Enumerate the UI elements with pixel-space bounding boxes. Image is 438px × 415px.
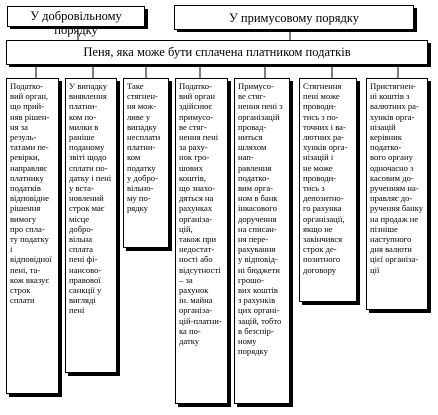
column-line: звіті щодо	[69, 152, 107, 163]
column-box-3	[123, 78, 169, 248]
column-line: строк має	[69, 203, 105, 214]
column-line: на продаж не	[370, 213, 419, 224]
column-line: Пристягнен-	[370, 81, 416, 91]
column-line: ревірки,	[10, 152, 40, 163]
column-line: пені може	[303, 91, 340, 102]
column-line: коштів,	[179, 172, 207, 183]
column-line: ту податку	[10, 234, 49, 245]
column-line: доручення	[238, 213, 277, 224]
column-line: датку і пені	[69, 172, 112, 183]
column-line: організа-	[179, 305, 212, 316]
column-line: ком по-	[69, 111, 97, 122]
column-line: податко-	[370, 142, 402, 153]
column-line: одночасно з	[370, 162, 414, 173]
column-line: шових	[179, 162, 203, 173]
column-line: цій,	[179, 223, 193, 234]
column-line: також при	[179, 234, 217, 245]
column-line: хунків орга-	[370, 111, 415, 122]
column-line: несплати	[127, 132, 161, 143]
column-text-2	[69, 81, 114, 316]
column-line: вий орган,	[10, 91, 49, 102]
column-line: ному	[238, 336, 257, 347]
column-line: правляє до-	[370, 193, 413, 204]
column-line: Примусо-	[238, 81, 274, 91]
column-line: позитного	[303, 254, 341, 265]
column-line: відсутності	[179, 264, 221, 275]
column-text-6	[303, 81, 354, 275]
column-line: точних і ва-	[303, 121, 346, 132]
column-line: наступного	[370, 234, 412, 245]
column-line: милки в	[69, 121, 99, 132]
column-line: нансово-	[69, 264, 102, 275]
column-line: вим орга-	[238, 183, 274, 194]
column-line: рішення	[10, 203, 41, 214]
column-line: примусо-	[179, 111, 214, 122]
column-box-7	[366, 78, 428, 310]
penalty-header-label: Пеня, яка може бути сплачена платником податків	[83, 45, 351, 59]
column-line: податко-	[238, 172, 270, 183]
column-line: нок гро-	[179, 152, 210, 163]
column-line: ве стяг-	[179, 121, 207, 132]
column-line: і відповідної	[10, 244, 52, 265]
column-line: у добро-	[127, 172, 158, 183]
penalty-header-box	[6, 40, 428, 65]
column-line: сплата	[69, 244, 93, 255]
column-line: равлення	[238, 162, 272, 173]
column-line: дня валюти	[370, 244, 412, 255]
column-line: що знахо-	[179, 183, 215, 194]
column-line: депозитно-	[303, 193, 344, 204]
column-line: за раху-	[179, 142, 208, 153]
column-line: правової	[69, 274, 101, 285]
column-line: пені	[69, 305, 85, 316]
voluntary-order-box	[7, 6, 145, 37]
column-line: ції	[370, 264, 380, 275]
column-line: вих коштів	[238, 285, 278, 296]
column-line: строк	[10, 285, 31, 296]
column-line: кож вказує	[10, 274, 50, 285]
column-line: касовим до-	[370, 172, 414, 183]
column-line: податків	[10, 183, 41, 194]
column-text-3	[127, 81, 166, 214]
column-line: датку	[179, 336, 200, 347]
column-line: у відповід-	[238, 254, 278, 265]
column-line: няв рішен-	[10, 111, 50, 122]
column-line: рахування	[238, 244, 276, 255]
column-line: сплати	[10, 295, 35, 306]
column-line: поданому	[69, 142, 105, 153]
column-line: в безспір-	[238, 325, 274, 336]
column-line: ка по-	[179, 325, 201, 336]
column-line: ні коштів з	[370, 91, 410, 102]
column-line: відповідне	[10, 193, 49, 204]
column-line: податку	[127, 162, 156, 173]
column-line: тись з по-	[303, 111, 339, 122]
column-line: випадку	[127, 121, 157, 132]
column-line: договору	[303, 264, 337, 275]
column-line: з рахунків	[238, 295, 276, 306]
column-line: Податко-	[10, 81, 43, 91]
column-line: якщо не	[303, 223, 333, 234]
column-line: рахунках	[179, 203, 213, 214]
column-line: вимогу	[10, 213, 37, 224]
column-line: Таке	[127, 81, 144, 91]
column-line: рахунок	[179, 285, 209, 296]
column-line: організацій	[238, 111, 280, 122]
column-line: ниться шляхом	[238, 132, 267, 153]
column-line: ком	[127, 152, 141, 163]
column-line: нення пені	[179, 132, 219, 143]
column-text-5	[238, 81, 287, 356]
column-line: лютних ра-	[303, 132, 344, 143]
column-line: стягнен-	[127, 91, 158, 102]
column-line: ня пере-	[238, 234, 269, 245]
column-line: нення пені з	[238, 101, 283, 112]
column-line: цієї організа-	[370, 254, 419, 265]
column-line: грошо-	[238, 274, 264, 285]
column-line: ня мож-	[127, 101, 157, 112]
column-line: у вста-	[69, 183, 94, 194]
column-line: вий орган	[179, 91, 215, 102]
column-line: ності або	[179, 254, 213, 265]
column-line: платнику	[10, 172, 44, 183]
column-line: нап-	[238, 152, 254, 163]
column-box-5	[234, 78, 290, 404]
column-line: платни-	[69, 101, 98, 112]
column-line: вого органу	[370, 152, 413, 163]
column-line: ні бюджети	[238, 264, 280, 275]
column-line: ня за резуль-	[10, 121, 37, 143]
column-line: проводи-	[303, 172, 337, 183]
column-line: ін. майна	[179, 295, 213, 306]
column-line: пізніше	[370, 223, 398, 234]
column-line: Податко-	[179, 81, 212, 91]
column-text-1	[10, 81, 56, 305]
column-line: раніше	[69, 132, 95, 143]
column-line: ве стяг-	[238, 91, 266, 102]
column-line: інкасового	[238, 203, 277, 214]
column-line: – за	[179, 274, 193, 285]
column-line: цих органі-	[238, 305, 280, 316]
column-line: на списан-	[238, 223, 277, 234]
column-text-4	[179, 81, 225, 346]
column-box-6	[299, 78, 357, 302]
column-line: платни-	[127, 142, 156, 153]
voluntary-order-label: У добровільному порядку	[30, 9, 122, 37]
column-line: сплати по-	[69, 162, 108, 173]
column-line: здійснює	[179, 101, 213, 112]
column-line: організації,	[303, 213, 345, 224]
column-line: хунків орга-	[303, 142, 348, 153]
column-line: татами пе-	[10, 142, 49, 153]
column-text-7	[370, 81, 425, 275]
column-line: ливе у	[127, 111, 151, 122]
column-line: місце добро-	[69, 213, 94, 234]
forced-order-box	[174, 5, 414, 30]
column-line: рядку	[127, 203, 148, 214]
column-line: го рахунка	[303, 203, 342, 214]
column-line: ном в банк	[238, 193, 278, 204]
column-line: санкції у	[69, 285, 102, 296]
column-line: пені фі-	[69, 254, 98, 265]
column-line: рученням на-	[370, 183, 419, 194]
column-line: нізацій і	[303, 152, 334, 163]
column-line: направляє	[10, 162, 47, 173]
column-line: дяться на	[179, 193, 214, 204]
column-line: Стягнення	[303, 81, 342, 91]
column-line: вільна	[69, 234, 93, 245]
column-line: цій-платни-	[179, 315, 222, 326]
column-line: строк де-	[303, 244, 337, 255]
forced-order-label: У примусовому порядку	[228, 11, 360, 25]
column-line: закінчився	[303, 234, 343, 245]
column-line: що прий-	[10, 101, 45, 112]
column-line: новлений	[69, 193, 104, 204]
column-line: не може	[303, 162, 333, 173]
column-line: му по-	[127, 193, 151, 204]
column-line: пені, та-	[10, 264, 41, 275]
column-line: У випадку	[69, 81, 108, 91]
column-line: вигляді	[69, 295, 96, 306]
column-line: валютних ра-	[370, 101, 419, 112]
column-box-1	[6, 78, 59, 394]
column-line: нізацій керівник	[370, 121, 402, 143]
column-line: недостат-	[179, 244, 215, 255]
column-box-2	[65, 78, 117, 373]
column-line: організа-	[179, 213, 212, 224]
column-line: про спла-	[10, 223, 45, 234]
column-line: проводи-	[303, 101, 337, 112]
column-line: виявлення	[69, 91, 107, 102]
column-line: вільно-	[127, 183, 154, 194]
column-line: провад-	[238, 121, 267, 132]
column-line: зацій, тобто	[238, 315, 282, 326]
column-box-4	[175, 78, 228, 404]
column-line: порядку	[238, 346, 268, 357]
column-line: тись з	[303, 183, 325, 194]
column-line: ручення банку	[370, 203, 424, 214]
